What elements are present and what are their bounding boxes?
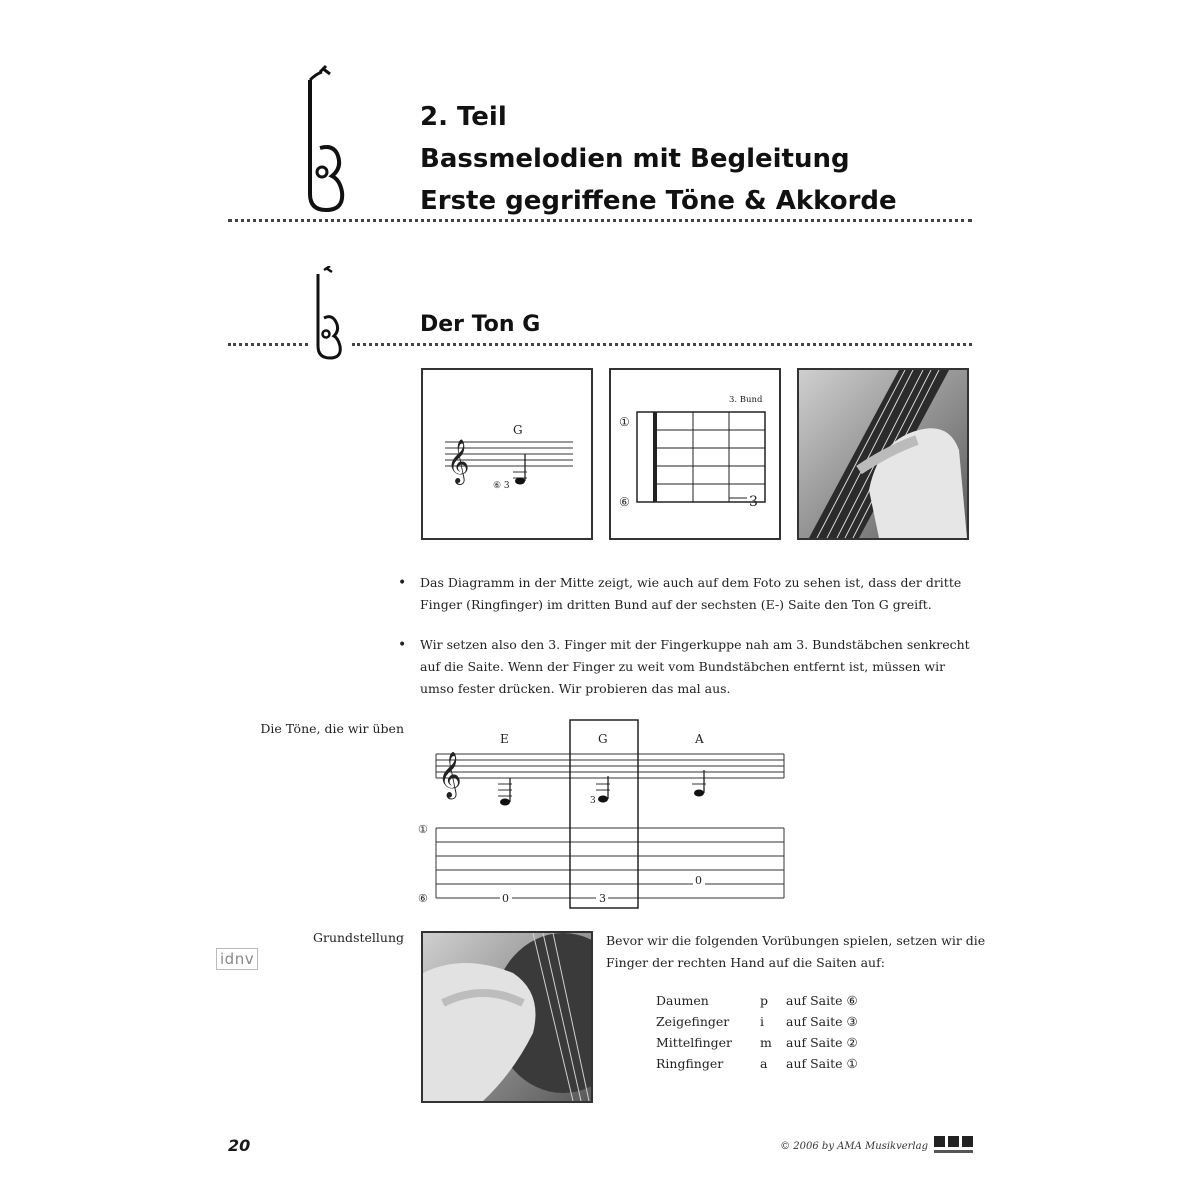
- string-1-label: ①: [418, 823, 428, 836]
- list-item: • Wir setzen also den 3. Finger mit der Fingerkuppe nah am 3. Bundstäbchen senkrecht auf die Saite. Wenn der Finger zu weit vom Bundstäbchen entfernt ist, müssen wir umso fester drücken. Wir probieren das mal aus.: [398, 634, 978, 700]
- fretboard-figure: [609, 368, 781, 540]
- note-label-e: E: [500, 732, 509, 746]
- staff-figure: [421, 368, 593, 540]
- right-hand-photo-drawing: [423, 933, 591, 1101]
- page-number: 20: [228, 1136, 251, 1155]
- tab-value-g: 3: [599, 892, 606, 905]
- right-hand-photo: [421, 931, 593, 1103]
- publisher-logo-icon: [934, 1136, 974, 1156]
- tab-value-e: 0: [502, 892, 509, 905]
- grundstellung-label: Grundstellung: [313, 930, 404, 945]
- grundstellung-text: Bevor wir die folgenden Vorübungen spielen, setzen wir die Finger der rechten Hand auf die Saiten auf:: [606, 933, 986, 970]
- finger-letter: m: [760, 1035, 772, 1050]
- finger-string: auf Saite ①: [786, 1056, 858, 1071]
- finger-name: Ringfinger: [656, 1056, 724, 1071]
- chapter-number: 2. Teil: [420, 102, 507, 132]
- chapter-subtitle-2: Erste gegriffene Töne & Akkorde: [420, 186, 897, 216]
- finger-letter: a: [760, 1056, 768, 1071]
- finger-name: Daumen: [656, 993, 709, 1008]
- finger-letter: p: [760, 993, 769, 1008]
- string-1-label: ①: [619, 415, 630, 429]
- fingering-label: ⑥ 3: [493, 481, 510, 491]
- finger-name: Zeigefinger: [656, 1014, 730, 1029]
- string-6-label: ⑥: [418, 892, 428, 905]
- copyright: © 2006 by AMA Musikverlag: [780, 1141, 928, 1152]
- finger-string: auf Saite ②: [786, 1035, 858, 1050]
- guitar-small-icon: [306, 266, 350, 360]
- chapter-divider: [228, 219, 972, 222]
- finger-string: auf Saite ③: [786, 1014, 858, 1029]
- table-row: [656, 990, 858, 1011]
- finger-number: 3: [749, 494, 758, 510]
- fretboard-drawing: [611, 370, 779, 538]
- treble-clef-icon: 𝄞: [447, 439, 470, 483]
- hand-photo: [797, 368, 969, 540]
- section-divider-left: [228, 343, 308, 346]
- string-6-label: ⑥: [619, 495, 630, 509]
- hand-photo-drawing: [799, 370, 967, 538]
- table-row: [656, 1032, 858, 1053]
- tab-value-a: 0: [695, 874, 702, 887]
- section-divider-right: [352, 343, 972, 346]
- finger-table: [656, 990, 858, 1074]
- finger-name: Mittelfinger: [656, 1035, 733, 1050]
- explanation-list: [398, 572, 978, 718]
- note-label: G: [513, 423, 523, 437]
- staff-figure-drawing: [423, 370, 591, 538]
- exercise-notation: [410, 718, 800, 914]
- section-title: Der Ton G: [420, 312, 541, 337]
- chapter-title: [420, 96, 897, 222]
- table-row: [656, 1053, 858, 1074]
- guitar-icon: [292, 64, 356, 214]
- fingering-label: 3: [590, 796, 596, 806]
- note-label-a: A: [695, 732, 704, 746]
- note-label-g: G: [598, 732, 608, 746]
- finger-letter: i: [760, 1014, 764, 1029]
- chapter-subtitle: Bassmelodien mit Begleitung: [420, 144, 850, 174]
- list-item: • Das Diagramm in der Mitte zeigt, wie auch auf dem Foto zu sehen ist, dass der dritte Finger (Ringfinger) im dritten Bund auf der sechsten (E-) Saite den Ton G greift.: [398, 572, 978, 616]
- finger-string: auf Saite ⑥: [786, 993, 858, 1008]
- table-row: [656, 1011, 858, 1032]
- watermark: idnv: [216, 948, 258, 970]
- treble-clef-icon: 𝄞: [438, 752, 462, 798]
- highlight-box: [570, 720, 638, 908]
- fret-label: 3. Bund: [729, 395, 763, 405]
- exercise-label: Die Töne, die wir üben: [260, 721, 404, 736]
